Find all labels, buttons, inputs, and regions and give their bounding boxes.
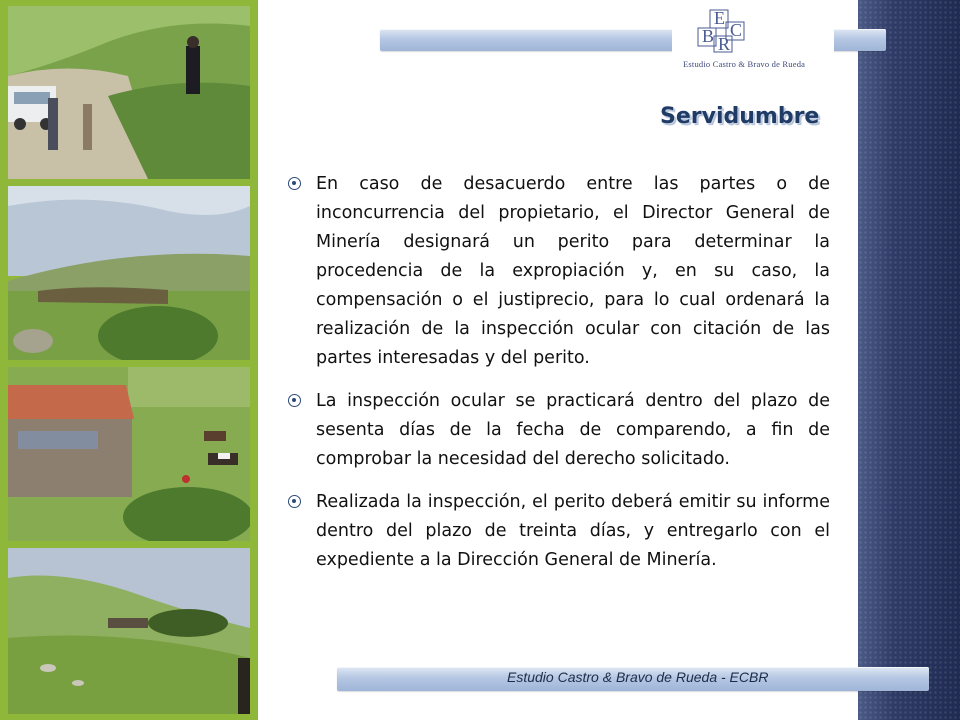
hillside-pasture-photo xyxy=(8,548,250,714)
bullet-text: La inspección ocular se practicará dentro del plazo de sesenta días de la fecha de comparendo, a fin de comprobar la necesidad del derecho solicitado. xyxy=(316,391,830,469)
circle-bullet-icon xyxy=(288,394,301,407)
logo-letter-b: B xyxy=(702,26,715,46)
bullet-item xyxy=(288,488,830,575)
circle-bullet-icon xyxy=(288,495,301,508)
circle-bullet-icon xyxy=(288,177,301,190)
slide-title: Servidumbre xyxy=(660,104,820,129)
ecbr-logo xyxy=(672,0,834,74)
photo-strip xyxy=(0,0,258,720)
logo-letter-e: E xyxy=(714,8,725,28)
bullet-text: Realizada la inspección, el perito deberá emitir su informe dentro del plazo de treinta días, y entregarlo con el expediente a la Dirección General de Minería. xyxy=(316,492,830,570)
grassland-hills-photo xyxy=(8,186,250,360)
bullet-list xyxy=(288,170,830,589)
bullet-text: En caso de desacuerdo entre las partes o de inconcurrencia del propietario, el Director General de Minería designará un perito para determinar la procedencia de la expropiación y, en su caso, la compensación o el justiprecio, para lo cual ordenará la realización de la inspección ocular con citación de las partes interesadas y del perito. xyxy=(316,174,830,368)
footer-text: Estudio Castro & Bravo de Rueda - ECBR xyxy=(507,669,769,685)
right-decorative-band xyxy=(858,0,960,720)
bullet-item xyxy=(288,387,830,474)
rural-road-people-photo xyxy=(8,6,250,179)
logo-caption: Estudio Castro & Bravo de Rueda xyxy=(683,59,806,69)
logo-letter-c: C xyxy=(730,20,743,40)
adobe-house-cattle-photo xyxy=(8,367,250,541)
logo-letter-r: R xyxy=(718,34,731,54)
bullet-item xyxy=(288,170,830,373)
